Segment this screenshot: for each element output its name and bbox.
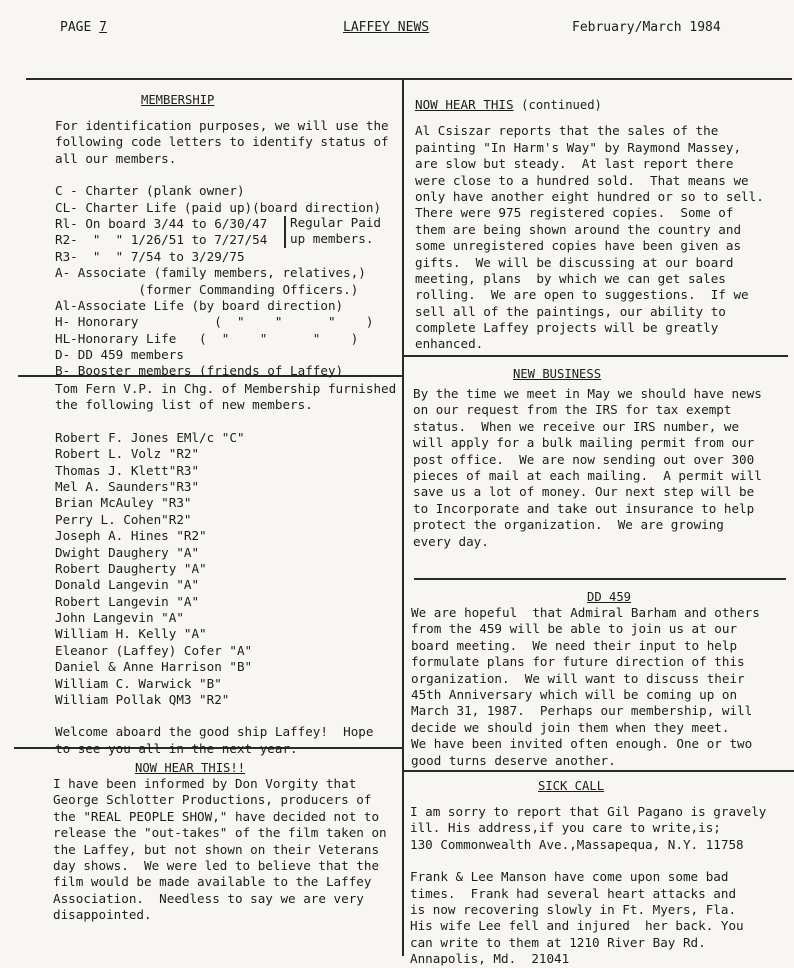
header-rule: [26, 78, 792, 80]
section-rule: [414, 578, 786, 580]
member-name: Robert F. Jones EMl/c "C": [55, 429, 245, 445]
text-line: release the "out-takes" of the film taken on: [53, 825, 387, 841]
text-line: 130 Commonwealth Ave.,Massapequa, N.Y. 11758: [410, 836, 744, 852]
text-line: on our request from the IRS for tax exempt: [413, 402, 732, 418]
text-line: I have been informed by Don Vorgity that: [53, 776, 357, 791]
code-line: Rl- On board 3/44 to 6/30/47: [55, 215, 268, 231]
text-line: only have another eight hundred or so to sell.: [415, 188, 764, 204]
text-line: post office. We are now sending out over 300: [413, 451, 755, 467]
code-line: (former Commanding Officers.): [55, 281, 359, 297]
now-hear-this-section: [53, 760, 401, 924]
member-name: Joseph A. Hines "R2": [55, 528, 207, 544]
text-line: status. When we receive our IRS number, we: [413, 418, 740, 434]
code-line: Al-Associate Life (by board direction): [55, 297, 344, 313]
text-line: times. Frank had several heart attacks and: [410, 885, 737, 901]
text-line: day shows. We were led to believe that the: [53, 857, 380, 873]
text-line: all our members.: [55, 150, 177, 166]
member-name: Robert L. Volz "R2": [55, 446, 200, 462]
text-line: is now recovering slowly in Ft. Myers, Fla.: [410, 901, 737, 917]
text-line: We have been invited often enough. One or two: [411, 736, 753, 752]
member-name: Brian McAuley "R3": [55, 495, 192, 511]
member-name: Robert Langevin "A": [55, 593, 200, 609]
code-line: R2- " " 1/26/51 to 7/27/54: [55, 232, 268, 248]
continued-suffix: (continued): [521, 98, 602, 112]
sick-call-section: [410, 778, 792, 968]
text-line: ill. His address,if you care to write,is;: [410, 820, 721, 836]
code-line: H- Honorary ( " " " ): [55, 314, 374, 330]
member-name: Eleanor (Laffey) Cofer "A": [55, 642, 253, 658]
new-members-section: [55, 381, 400, 757]
code-line: A- Associate (family members, relatives,): [55, 265, 366, 281]
code-line: R3- " " 7/54 to 3/29/75: [55, 248, 245, 264]
text-line: disappointed.: [53, 907, 152, 923]
continued-heading: NOW HEAR THIS: [415, 97, 514, 112]
text-line: protect the organization. We are growing: [413, 517, 724, 533]
text-line: 45th Anniversary which will be coming up on: [411, 686, 738, 702]
text-line: meeting, plans by which we can get sales: [415, 270, 726, 286]
member-name: Dwight Daughery "A": [55, 544, 200, 560]
section-rule: [404, 770, 794, 772]
page-number: 7: [99, 20, 107, 35]
text-line: to Incorporate and take out insurance to help: [413, 500, 755, 516]
text-line: the following list of new members.: [55, 397, 313, 413]
text-line: from the 459 will be able to join us at our: [411, 621, 738, 637]
text-line: will apply for a bulk mailing permit from our: [413, 435, 755, 451]
text-line: are slow but steady. At last report there: [415, 156, 734, 172]
text-line: film would be made available to the Laffey: [53, 874, 372, 890]
text-line: board meeting. We need their input to help: [411, 637, 738, 653]
note-line: up members.: [290, 231, 374, 247]
bracket-line: [284, 216, 286, 248]
membership-heading: MEMBERSHIP: [141, 93, 215, 107]
regular-paid-note: [290, 215, 400, 248]
issue-date: February/March 1984: [572, 20, 721, 35]
text-line: gifts. We will be discussing at our board: [415, 254, 734, 270]
note-line: Regular Paid: [290, 215, 381, 230]
text-line: organization. We will want to discuss their: [411, 670, 745, 686]
text-line: some unregistered copies have been given as: [415, 238, 742, 254]
text-line: His wife Lee fell and injured her back. You: [410, 918, 744, 934]
member-name: Daniel & Anne Harrison "B": [55, 659, 253, 675]
text-line: March 31, 1987. Perhaps our membership, will: [411, 703, 753, 719]
newsletter-title: LAFFEY NEWS: [343, 20, 430, 35]
member-name: John Langevin "A": [55, 610, 184, 626]
text-line: I am sorry to report that Gil Pagano is gravely: [410, 804, 767, 819]
member-name: Thomas J. Klett"R3": [55, 462, 200, 478]
text-line: Association. Needless to say we are very: [53, 890, 364, 906]
text-line: For identification purposes, we will use the: [55, 118, 389, 133]
text-line: good turns deserve another.: [411, 752, 616, 768]
text-line: following code letters to identify status of: [55, 134, 389, 150]
text-line: By the time we meet in May we should have news: [413, 386, 762, 401]
member-name: Mel A. Saunders"R3": [55, 478, 200, 494]
code-line: C - Charter (plank owner): [55, 183, 245, 199]
section-rule: [404, 355, 788, 357]
new-business-heading: NEW BUSINESS: [513, 367, 602, 381]
now-hear-this-heading: NOW HEAR THIS!!: [135, 761, 246, 775]
text-line: complete Laffey projects will be greatly: [415, 320, 719, 336]
text-line: Al Csiszar reports that the sales of the: [415, 123, 719, 139]
member-name: Perry L. Cohen"R2": [55, 511, 192, 527]
code-line: HL-Honorary Life ( " " " ): [55, 330, 359, 346]
new-business-section: [413, 366, 791, 550]
text-line: rolling. We are open to suggestions. If we: [415, 287, 749, 303]
text-line: Frank & Lee Manson have come upon some bad: [410, 869, 729, 885]
dd459-section: [411, 589, 791, 769]
member-name: Donald Langevin "A": [55, 577, 200, 593]
text-line: pieces of mail at each mailing. A permit will: [413, 467, 762, 483]
text-line: formulate plans for future direction of this: [411, 654, 745, 670]
member-name: William Pollak QM3 "R2": [55, 692, 230, 708]
text-line: decide we should join them when they meet.: [411, 719, 730, 735]
text-line: the "REAL PEOPLE SHOW," have decided not to: [53, 808, 380, 824]
text-line: Tom Fern V.P. in Chg. of Membership furnished: [55, 381, 397, 396]
text-line: to see you all in the next year.: [55, 740, 298, 756]
text-line: painting "In Harm's Way" by Raymond Massey,: [415, 139, 742, 155]
dd459-heading: DD 459: [587, 590, 632, 604]
code-line: D- DD 459 members: [55, 347, 184, 363]
sick-call-heading: SICK CALL: [538, 779, 605, 793]
text-line: them are being shown around the country and: [415, 221, 742, 237]
text-line: There were 975 registered copies. Some of: [415, 205, 734, 221]
text-line: Welcome aboard the good ship Laffey! Hope: [55, 724, 374, 740]
text-line: were close to a hundred sold. That means we: [415, 172, 749, 188]
member-name: William H. Kelly "A": [55, 626, 207, 642]
page-number-label: PAGE 7: [60, 20, 107, 35]
text-line: enhanced.: [415, 336, 484, 352]
text-line: every day.: [413, 533, 489, 549]
now-hear-this-continued-section: [415, 97, 790, 353]
column-divider: [402, 78, 404, 956]
text-line: George Schlotter Productions, producers of: [53, 792, 372, 808]
text-line: the Laffey, but not shown on their Veterans: [53, 841, 380, 857]
code-line: CL- Charter Life (paid up)(board direction): [55, 199, 382, 215]
member-name: Robert Daugherty "A": [55, 560, 207, 576]
text-line: We are hopeful that Admiral Barham and others: [411, 605, 760, 620]
text-line: sell all of the paintings, our ability to: [415, 303, 726, 319]
member-name: William C. Warwick "B": [55, 675, 222, 691]
text-line: save us a lot of money. Our next step will be: [413, 484, 755, 500]
text-line: can write to them at 1210 River Bay Rd.: [410, 934, 706, 950]
text-line: Annapolis, Md. 21041: [410, 951, 570, 967]
code-line: B- Booster members (friends of Laffey): [55, 363, 344, 379]
